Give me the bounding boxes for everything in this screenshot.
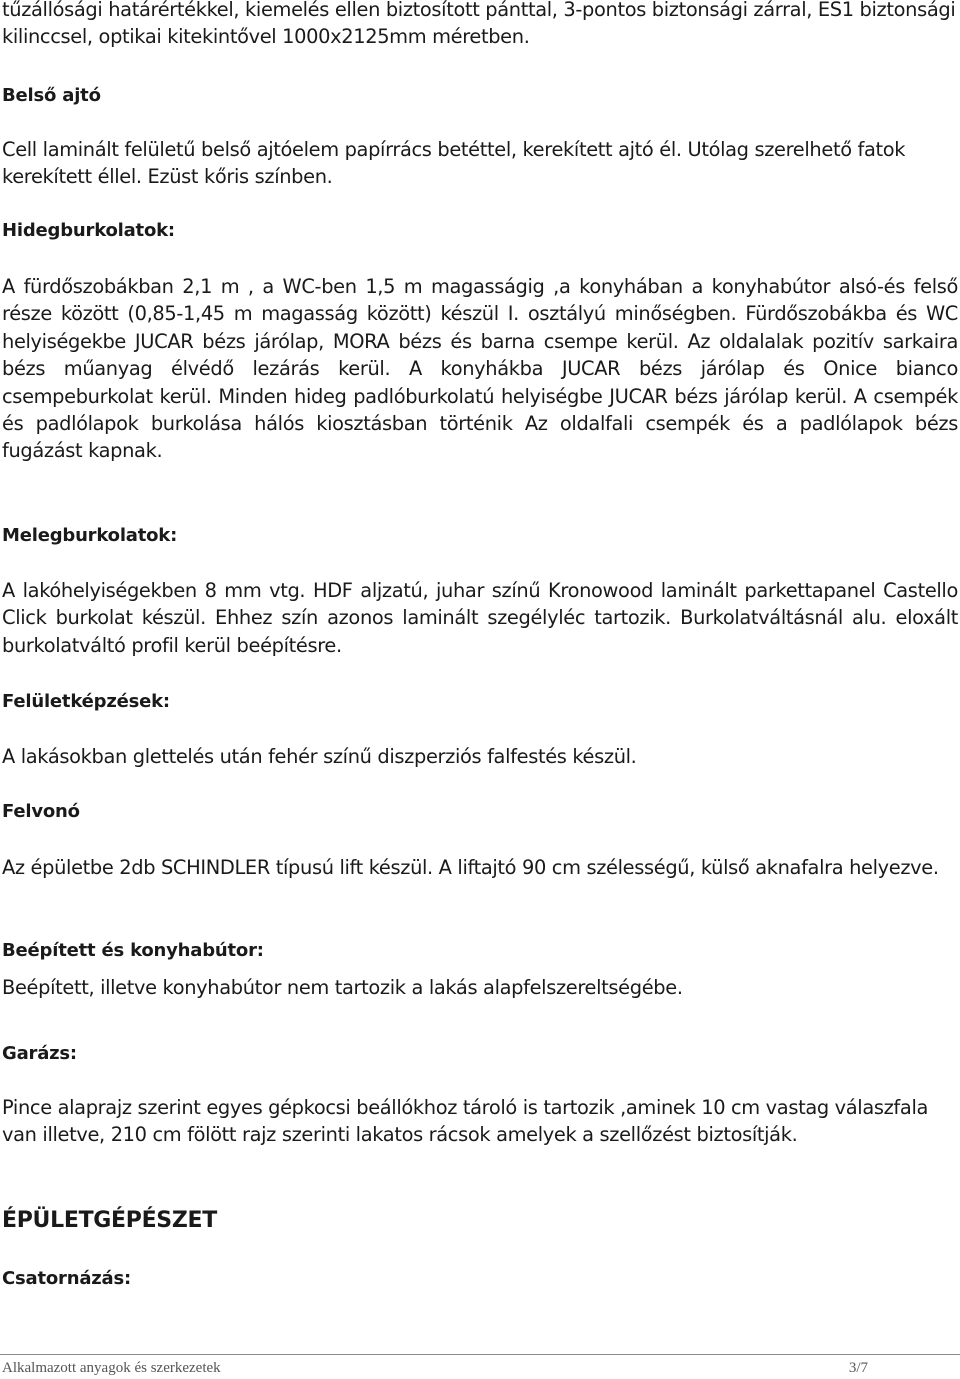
heading-feluletkepzesek: Felületképzések: (2, 691, 170, 712)
heading-felvono: Felvonó (2, 801, 80, 822)
footer-divider (0, 1354, 960, 1355)
paragraph-hidegburkolatok: A fürdőszobákban 2,1 m , a WC-ben 1,5 m magasságig ,a konyhában a konyhabútor alsó-és felső része között (0,85-1,45 m magasság között) készül I. osztályú minőségben. Fürdőszobákba és WC helyiségekbe JUCAR bézs járólap, MORA bézs és barna csempe kerül. Az oldalalak pozitív sarkaira bézs műanyag élvédő lezárás kerül. A konyhákba JUCAR bézs járólap és Onice bianco csempeburkolat kerül. Minden hideg padlóburkolatú helyiségbe JUCAR bézs járólap kerül. A csempék és padlólapok burkolása hálós kiosztásban történik Az oldalfali csempék és a padlólapok bézs fugázást kapnak. (2, 275, 958, 463)
footer-document-title: Alkalmazott anyagok és szerkezetek (2, 1360, 221, 1376)
heading-csatornazas: Csatornázás: (2, 1268, 132, 1289)
heading-melegburkolatok: Melegburkolatok: (2, 525, 178, 546)
heading-hidegburkolatok: Hidegburkolatok: (2, 220, 175, 241)
heading-garazs: Garázs: (2, 1043, 77, 1064)
footer-page-number: 3/7 (848, 1360, 868, 1376)
section-title-epuletgepeszet: ÉPÜLETGÉPÉSZET (2, 1208, 217, 1233)
heading-beepitett-konyhabutor: Beépített és konyhabútor: (2, 940, 264, 961)
paragraph-melegburkolatok: A lakóhelyiségekben 8 mm vtg. HDF aljzatú, juhar színű Kronowood laminált parkettapanel Castello Click burkolat készül. Ehhez szín azonos laminált szegélyléc tartozik. Burkolatváltásnál alu. eloxált burkolatváltó profil kerül beépítésre. (2, 579, 958, 657)
paragraph-feluletkepzesek: A lakásokban glettelés után fehér színű diszperziós falfestés készül. (2, 745, 637, 768)
paragraph-felvono: Az épületbe 2db SCHINDLER típusú lift készül. A liftajtó 90 cm szélességű, külső aknafalra helyezve. (2, 856, 939, 879)
paragraph-belso-ajto: Cell laminált felületű belső ajtóelem papírrács betéttel, kerekített ajtó él. Utólag szerelhető fatok kerekített éllel. Ezüst kőris színben. (2, 138, 906, 189)
paragraph-garazs: Pince alaprajz szerint egyes gépkocsi beállókhoz tároló is tartozik ,aminek 10 cm vastag válaszfala van illetve, 210 cm fölött rajz szerinti lakatos rácsok amelyek a szellőzést biztosítják. (2, 1096, 929, 1147)
heading-belso-ajto: Belső ajtó (2, 85, 101, 106)
paragraph-beepitett-konyhabutor: Beépített, illetve konyhabútor nem tartozik a lakás alapfelszereltségébe. (2, 976, 683, 999)
intro-paragraph: tűzállósági határértékkel, kiemelés ellen biztosított pánttal, 3-pontos biztonsági zárral, ES1 biztonsági kilinccsel, optikai kitekintővel 1000x2125mm méretben. (2, 0, 956, 49)
